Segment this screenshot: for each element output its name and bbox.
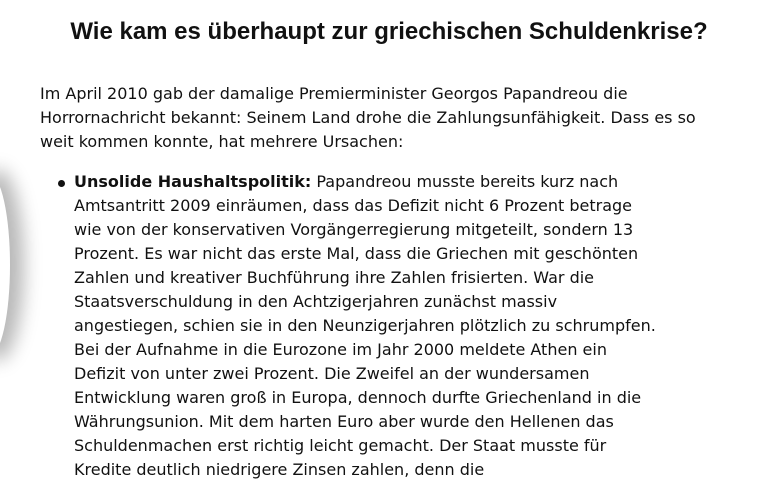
article-intro: Im April 2010 gab der damalige Premierminister Georgos Papandreou die Horrornachricht bekannt: Seinem Land drohe die Zahlungsunfähigkeit. Dass es so weit kommen konnte, hat mehrere Ursachen: — [40, 84, 696, 151]
cause-item — [40, 170, 660, 482]
cause-title: Unsolide Haushaltspolitik: — [74, 172, 312, 191]
cause-text: Papandreou musste bereits kurz nach Amtsantritt 2009 einräumen, dass das Defizit nicht 6 Prozent betrage wie von der konservativen Vorgängerregierung mitgeteilt, sondern 13 Prozent. Es war nicht das erste Mal, dass die Griechen mit geschönten Zahlen und kreativer Buchführung ihre Zahlen frisierten. War die Staatsverschuldung in den Achtzigerjahren zunächst massiv angestiegen, schien sie in den Neunzigerjahren plötzlich zu schrumpfen. Bei der Aufnahme in die Eurozone im Jahr 2000 meldete Athen ein Defizit von unter zwei Prozent. Die Zweifel an der wundersamen Entwicklung waren groß in Europa, dennoch durfte Griechenland in die Währungsunion. Mit dem harten Euro aber wurde den Hellenen das Schuldenmachen erst richtig leicht gemacht. Der Staat musste für Kredite deutlich niedrigere Zinsen zahlen, denn die — [74, 172, 656, 479]
bullet-icon — [58, 180, 65, 187]
causes-list — [40, 170, 660, 482]
article-headline: Wie kam es überhaupt zur griechischen Schuldenkrise? — [70, 18, 708, 45]
